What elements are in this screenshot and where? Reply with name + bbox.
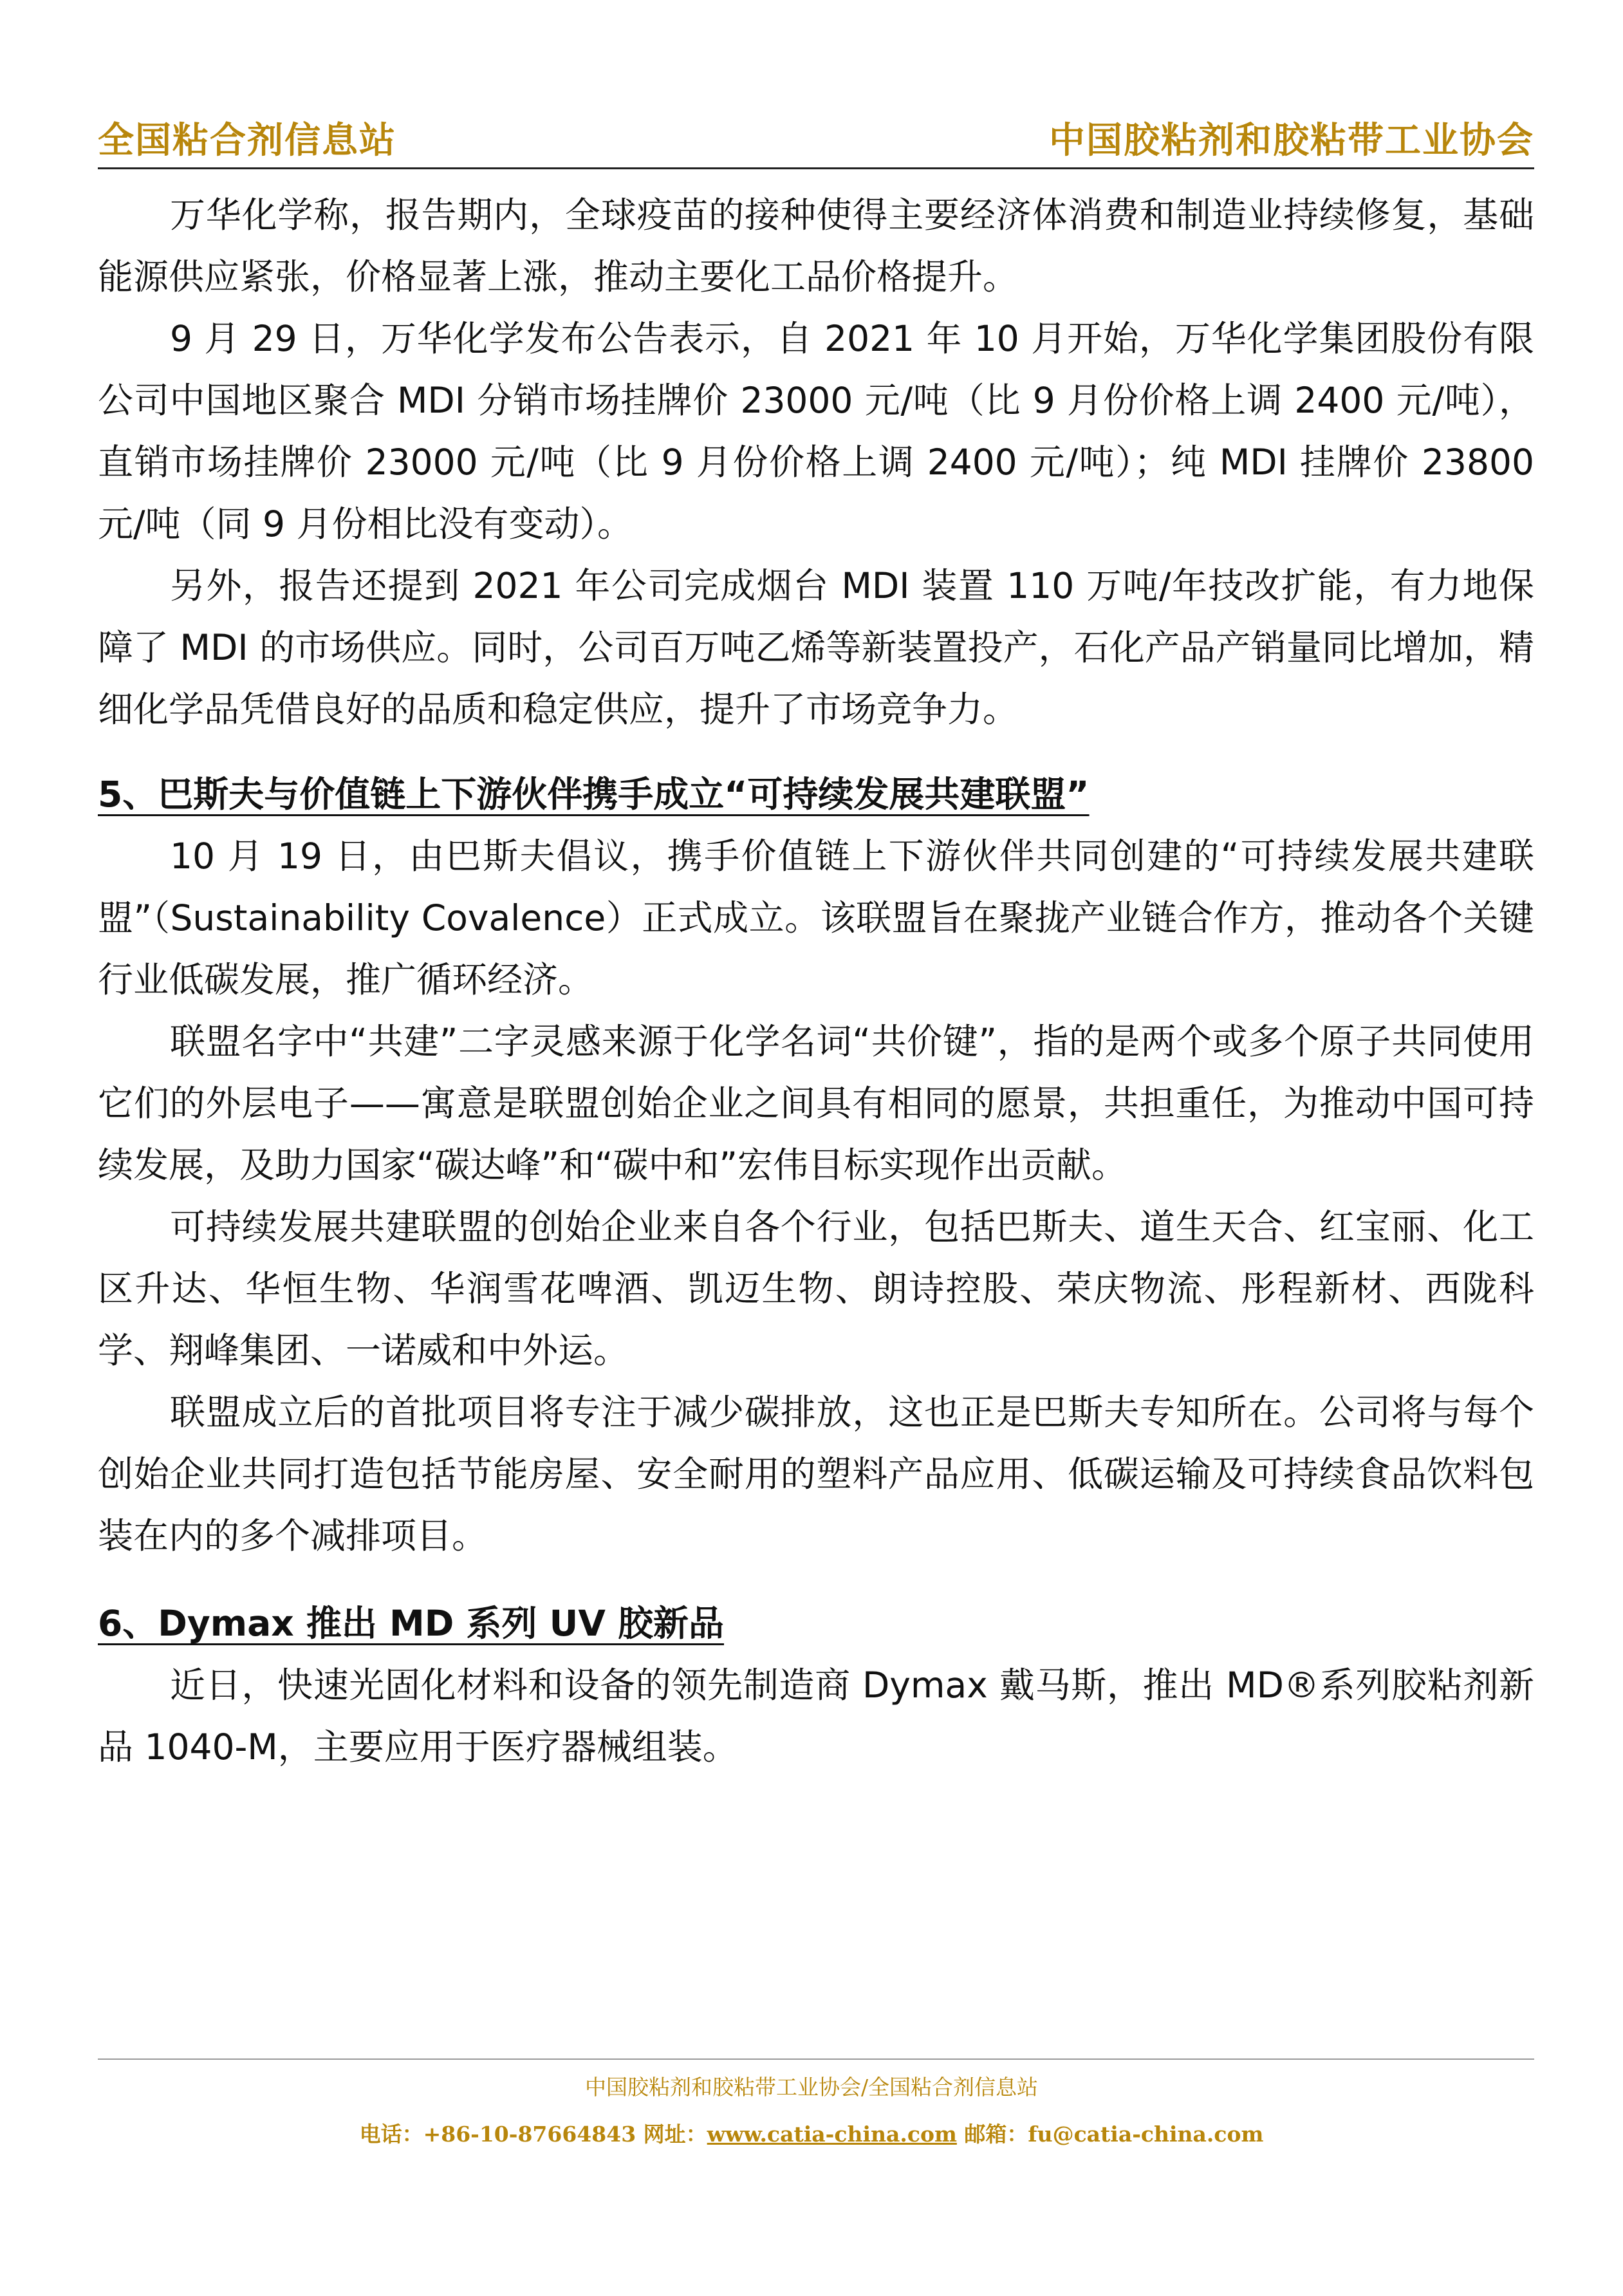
section-heading-5-text: 5、巴斯夫与价值链上下游伙伴携手成立“可持续发展共建联盟”	[98, 774, 1090, 815]
paragraph: 另外，报告还提到 2021 年公司完成烟台 MDI 装置 110 万吨/年技改扩能，有力地保障了 MDI 的市场供应。同时，公司百万吨乙烯等新装置投产，石化产品产销量同比增加，精细化学品凭借良好的品质和稳定供应，提升了市场竞争力。	[98, 565, 1534, 730]
paragraph: 9 月 29 日，万华化学发布公告表示，自 2021 年 10 月开始，万华化学集团股份有限公司中国地区聚合 MDI 分销市场挂牌价 23000 元/吨（比 9 月份价格上调 2400 元/吨），直销市场挂牌价 23000 元/吨（比 9 月份价格上调 2400 元/吨）；纯 MDI 挂牌价 23800 元/吨（同 9 月份相比没有变动）。	[98, 318, 1534, 545]
paragraph: 10 月 19 日，由巴斯夫倡议，携手价值链上下游伙伴共同创建的“可持续发展共建联盟”（Sustainability Covalence）正式成立。该联盟旨在聚拢产业链合作方，推动各个关键行业低碳发展，推广循环经济。	[98, 835, 1534, 1000]
section-heading-5	[98, 763, 1534, 825]
article-body	[98, 184, 1534, 1778]
paragraph: 可持续发展共建联盟的创始企业来自各个行业，包括巴斯夫、道生天合、红宝丽、化工区升达、华恒生物、华润雪花啤酒、凯迈生物、朗诗控股、荣庆物流、彤程新材、西陇科学、翔峰集团、一诺威和中外运。	[98, 1206, 1534, 1371]
header-site-name: 全国粘合剂信息站	[98, 119, 396, 162]
footer-contact	[0, 2118, 1623, 2151]
footer-organization: 中国胶粘剂和胶粘带工业协会/全国粘合剂信息站	[584, 2075, 1039, 2100]
paragraph: 联盟名字中“共建”二字灵感来源于化学名词“共价键”，指的是两个或多个原子共同使用它们的外层电子——寓意是联盟创始企业之间具有相同的愿景，共担重任，为推动中国可持续发展，及助力国家“碳达峰”和“碳中和”宏伟目标实现作出贡献。	[98, 1021, 1534, 1186]
page-header	[98, 115, 1534, 167]
paragraph: 近日，快速光固化材料和设备的领先制造商 Dymax 戴马斯，推出 MD®系列胶粘剂新品 1040-M，主要应用于医疗器械组装。	[98, 1665, 1534, 1768]
header-divider	[98, 167, 1534, 169]
paragraph: 万华化学称，报告期内，全球疫苗的接种使得主要经济体消费和制造业持续修复，基础能源供应紧张，价格显著上涨，推动主要化工品价格提升。	[98, 194, 1534, 297]
paragraph: 联盟成立后的首批项目将专注于减少碳排放，这也正是巴斯夫专知所在。公司将与每个创始企业共同打造包括节能房屋、安全耐用的塑料产品应用、低碳运输及可持续食品饮料包装在内的多个减排项目。	[98, 1392, 1534, 1556]
header-association-name: 中国胶粘剂和胶粘带工业协会	[1049, 119, 1534, 162]
website-link[interactable]: www.catia-china.com	[707, 2122, 957, 2147]
section-heading-6	[98, 1592, 1534, 1654]
footer-phone-label: 电话：+86-10-87664843 网址：	[359, 2122, 707, 2147]
footer-divider	[98, 2058, 1534, 2060]
section-heading-6-text: 6、Dymax 推出 MD 系列 UV 胶新品	[98, 1603, 725, 1644]
footer-email: 邮箱：fu@catia-china.com	[956, 2122, 1264, 2147]
